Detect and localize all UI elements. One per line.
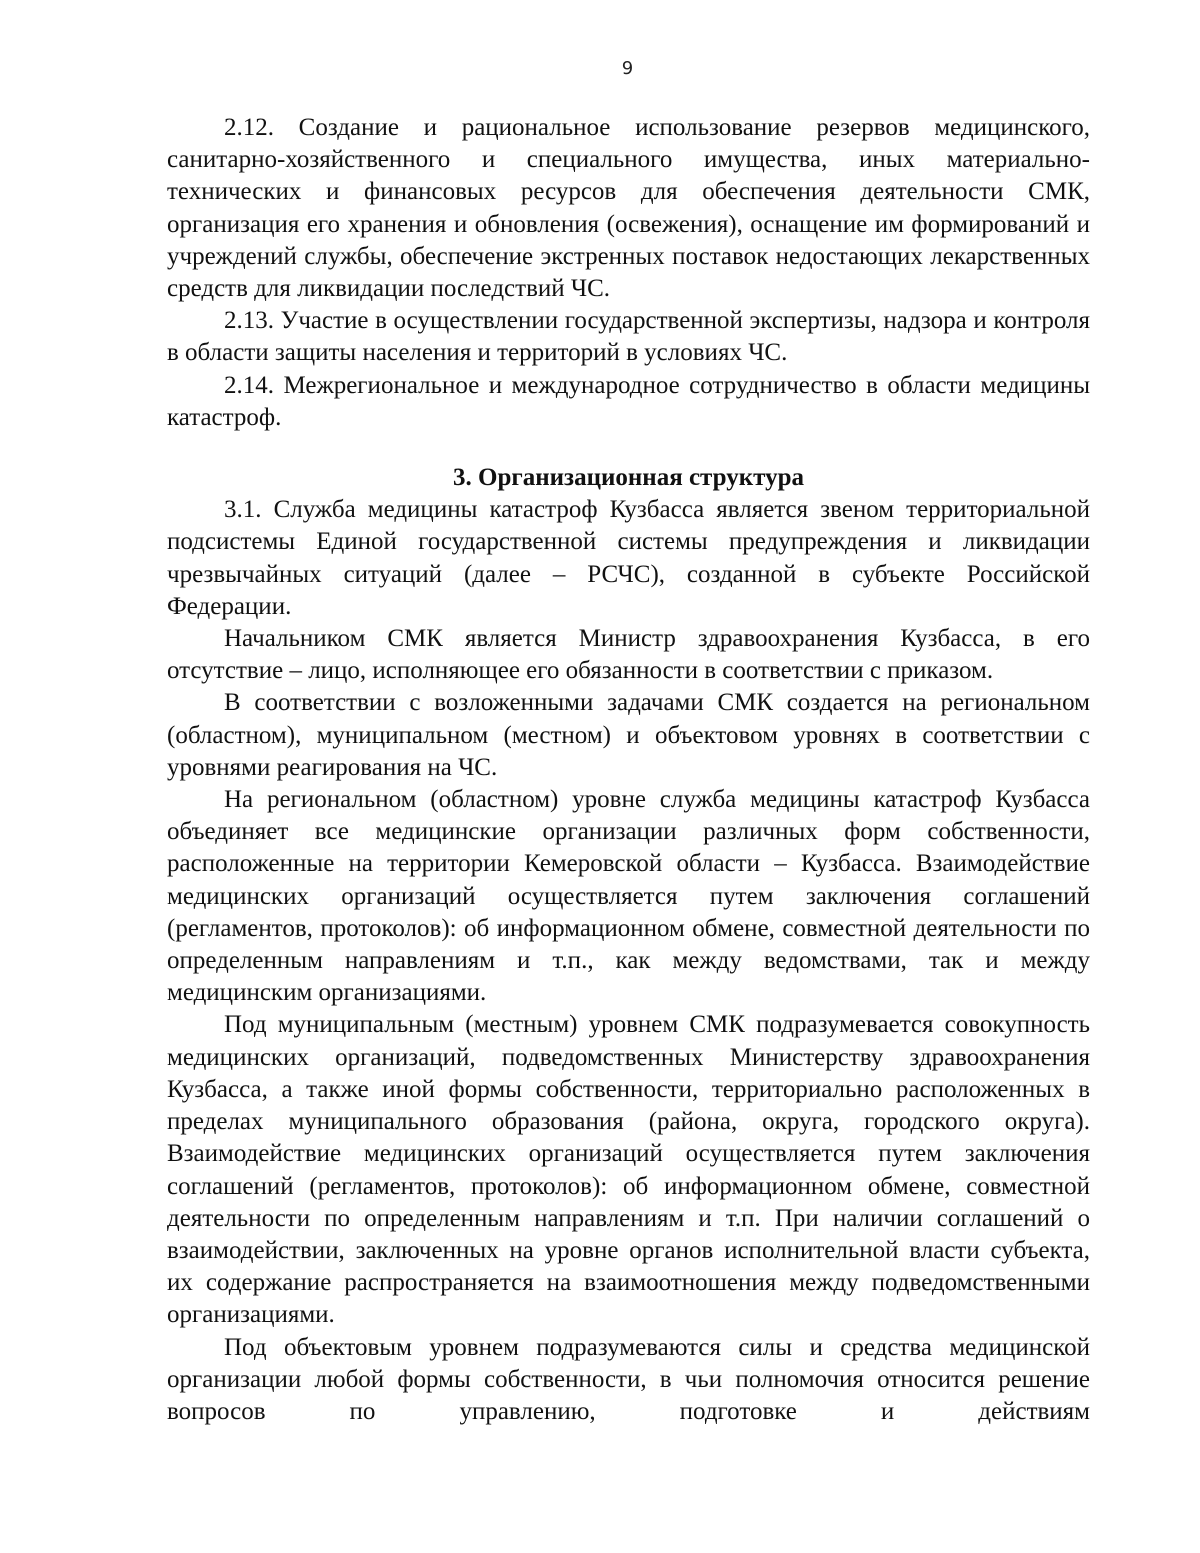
paragraph-3-1: 3.1. Служба медицины катастроф Кузбасса является звеном территориальной подсистемы Единой государственной системы предупреждения и ликвидации чрезвычайных ситуаций (далее – РСЧС), созданной в субъекте Российской Федерации. (167, 496, 1090, 620)
document-body (167, 112, 1090, 1428)
paragraph-2-13: 2.13. Участие в осуществлении государственной экспертизы, надзора и контроля в области защиты населения и территорий в условиях ЧС. (167, 307, 1090, 367)
paragraph-2-12: 2.12. Создание и рациональное использование резервов медицинского, санитарно-хозяйственного и специального имущества, иных материально-технических и финансовых ресурсов для обеспечения деятельности СМК, организация его хранения и обновления (освежения), оснащение им формирований и учреждений службы, обеспечение экстренных поставок недостающих лекарственных средств для ликвидации последствий ЧС. (167, 114, 1090, 303)
paragraph-object-level: Под объектовым уровнем подразумеваются силы и средства медицинской организации любой формы собственности, в чьи полномочия относится решение вопросов по управлению, подготовке и действиям (167, 1333, 1090, 1425)
paragraph-municipal-level: Под муниципальным (местным) уровнем СМК подразумевается совокупность медицинских организаций, подведомственных Министерству здравоохранения Кузбасса, а также иной формы собственности, территориально расположенных в пределах муниципального образования (района, округа, городского округа). Взаимодействие медицинских организаций осуществляется путем заключения соглашений (регламентов, протоколов): об информационном обмене, совместной деятельности по определенным направлениям и т.п. При наличии соглашений о взаимодействии, заключенных на уровне органов исполнительной власти субъекта, их содержание распространяется на взаимоотношения между подведомственными организациями. (167, 1011, 1090, 1329)
section-heading: 3. Организационная структура (453, 464, 804, 492)
paragraph-levels: В соответствии с возложенными задачами СМК создается на региональном (областном), муниципальном (местном) и объектовом уровнях в соответствии с уровнями реагирования на ЧС. (167, 689, 1090, 781)
paragraph-regional-level: На региональном (областном) уровне служба медицины катастроф Кузбасса объединяет все медицинские организации различных форм собственности, расположенные на территории Кемеровской области – Кузбасса. Взаимодействие медицинских организаций осуществляется путем заключения соглашений (регламентов, протоколов): об информационном обмене, совместной деятельности по определенным направлениям и т.п., как между ведомствами, так и между медицинским организациями. (167, 786, 1090, 1007)
paragraph-head-of-service: Начальником СМК является Министр здравоохранения Кузбасса, в его отсутствие – лицо, исполняющее его обязанности в соответствии с приказом. (167, 625, 1090, 685)
paragraph-2-14: 2.14. Межрегиональное и международное сотрудничество в области медицины катастроф. (167, 371, 1090, 431)
page-number: 9 (621, 58, 634, 79)
